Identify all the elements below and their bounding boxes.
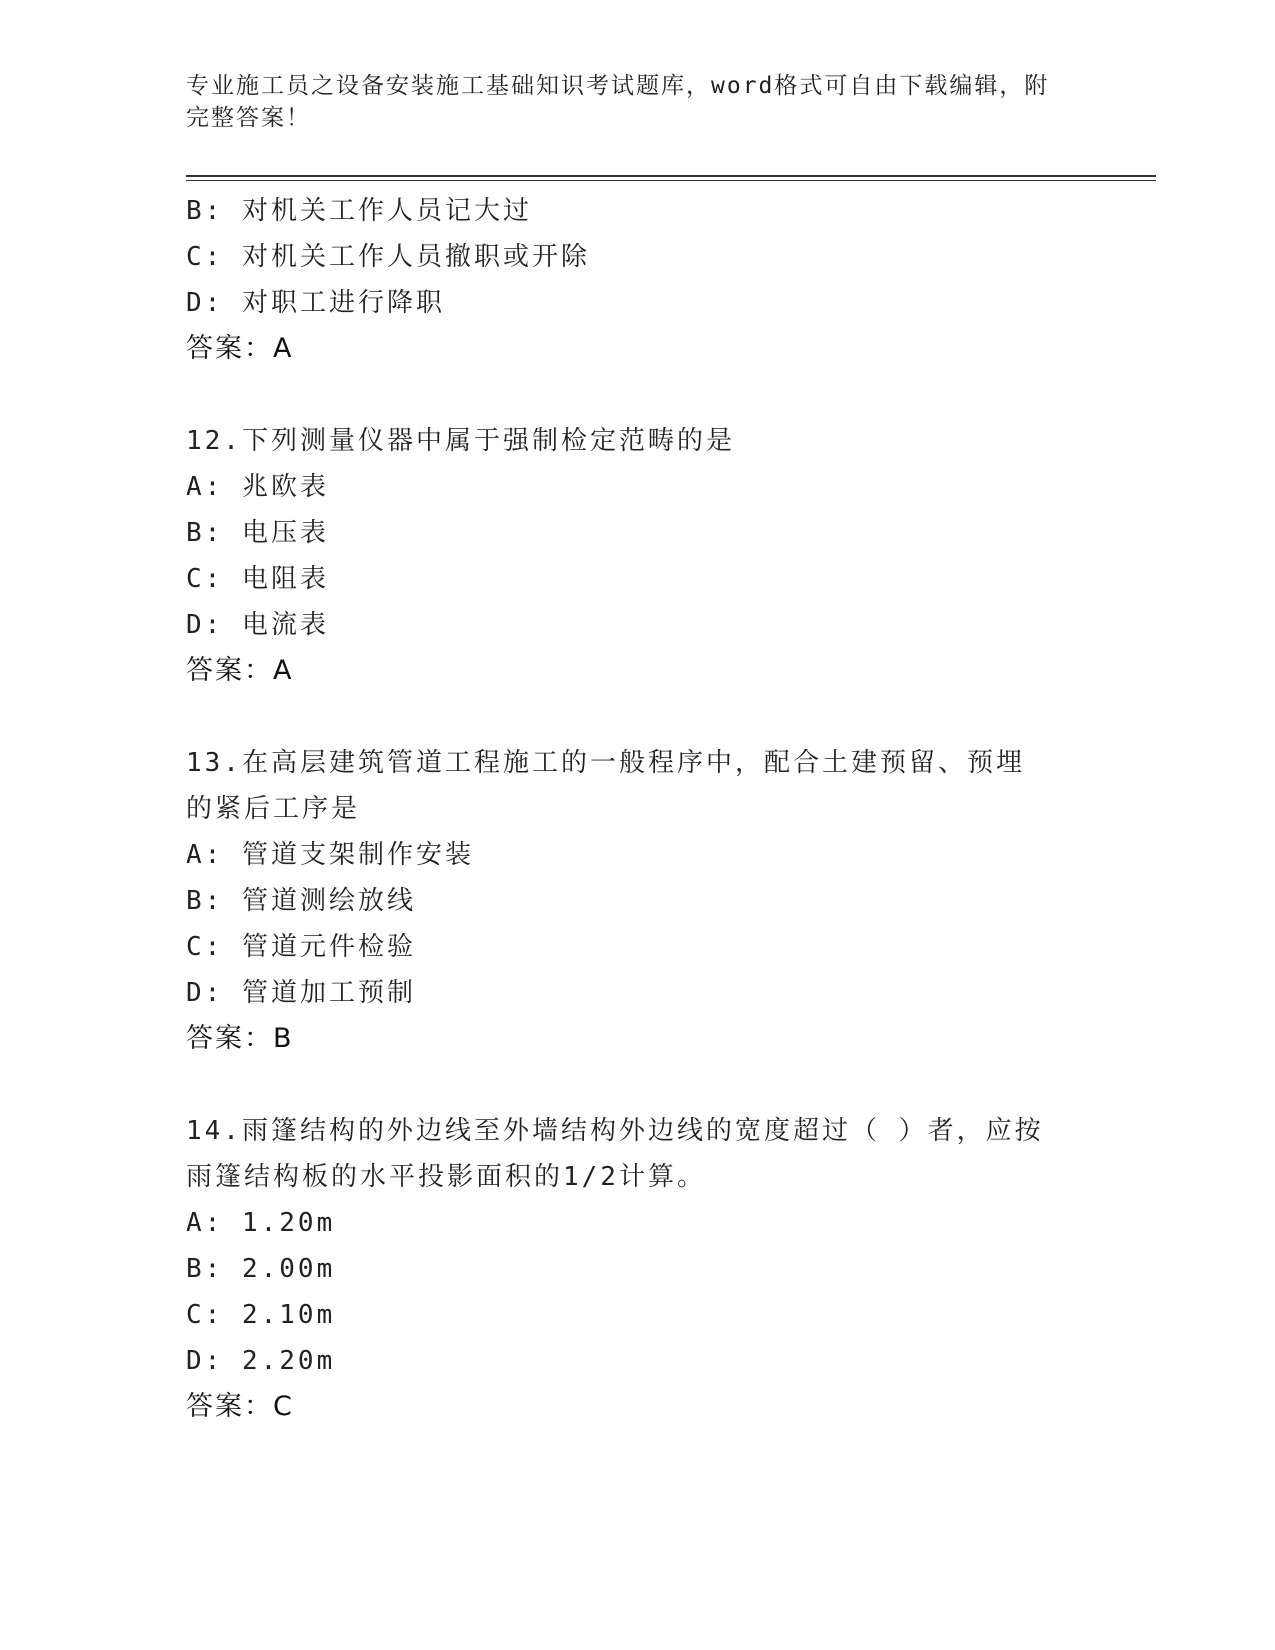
option-a: A: 管道支架制作安装 — [186, 840, 474, 870]
question-block-14 — [186, 1108, 1086, 1430]
answer-line: 答案：A — [186, 333, 294, 364]
question-block-13 — [186, 740, 1086, 1062]
question-block-12 — [186, 418, 1086, 694]
header-divider-thin — [186, 180, 1156, 181]
question-list — [186, 188, 1086, 1430]
answer-line: 答案：C — [186, 1391, 294, 1422]
option-d: D: 电流表 — [186, 610, 329, 640]
answer-line: 答案：B — [186, 1023, 294, 1054]
question-stem: 13.在高层建筑管道工程施工的一般程序中，配合土建预留、预埋的紧后工序是 — [186, 748, 1025, 824]
option-b: B: 2.00m — [186, 1254, 336, 1284]
header-divider-thick — [186, 175, 1156, 177]
spacer — [186, 372, 1086, 418]
question-stem: 12.下列测量仪器中属于强制检定范畴的是 — [186, 426, 735, 456]
option-c: C: 管道元件检验 — [186, 932, 416, 962]
option-b: B: 管道测绘放线 — [186, 886, 416, 916]
option-d: D: 对职工进行降职 — [186, 288, 445, 318]
question-stem: 14.雨篷结构的外边线至外墙结构外边线的宽度超过（ ）者，应按雨篷结构板的水平投影面积的1/2计算。 — [186, 1116, 1044, 1192]
option-b: B: 对机关工作人员记大过 — [186, 196, 532, 226]
answer-line: 答案：A — [186, 655, 294, 686]
option-c: C: 对机关工作人员撤职或开除 — [186, 242, 590, 272]
option-d: D: 2.20m — [186, 1346, 336, 1376]
option-a: A: 1.20m — [186, 1208, 336, 1238]
option-a: A: 兆欧表 — [186, 472, 329, 502]
option-b: B: 电压表 — [186, 518, 329, 548]
spacer — [186, 694, 1086, 740]
spacer — [186, 1062, 1086, 1108]
prev-question-block — [186, 188, 1086, 372]
option-c: C: 电阻表 — [186, 564, 329, 594]
document-header: 专业施工员之设备安装施工基础知识考试题库，word格式可自由下载编辑，附完整答案！ — [186, 73, 1050, 131]
option-d: D: 管道加工预制 — [186, 978, 416, 1008]
option-c: C: 2.10m — [186, 1300, 336, 1330]
